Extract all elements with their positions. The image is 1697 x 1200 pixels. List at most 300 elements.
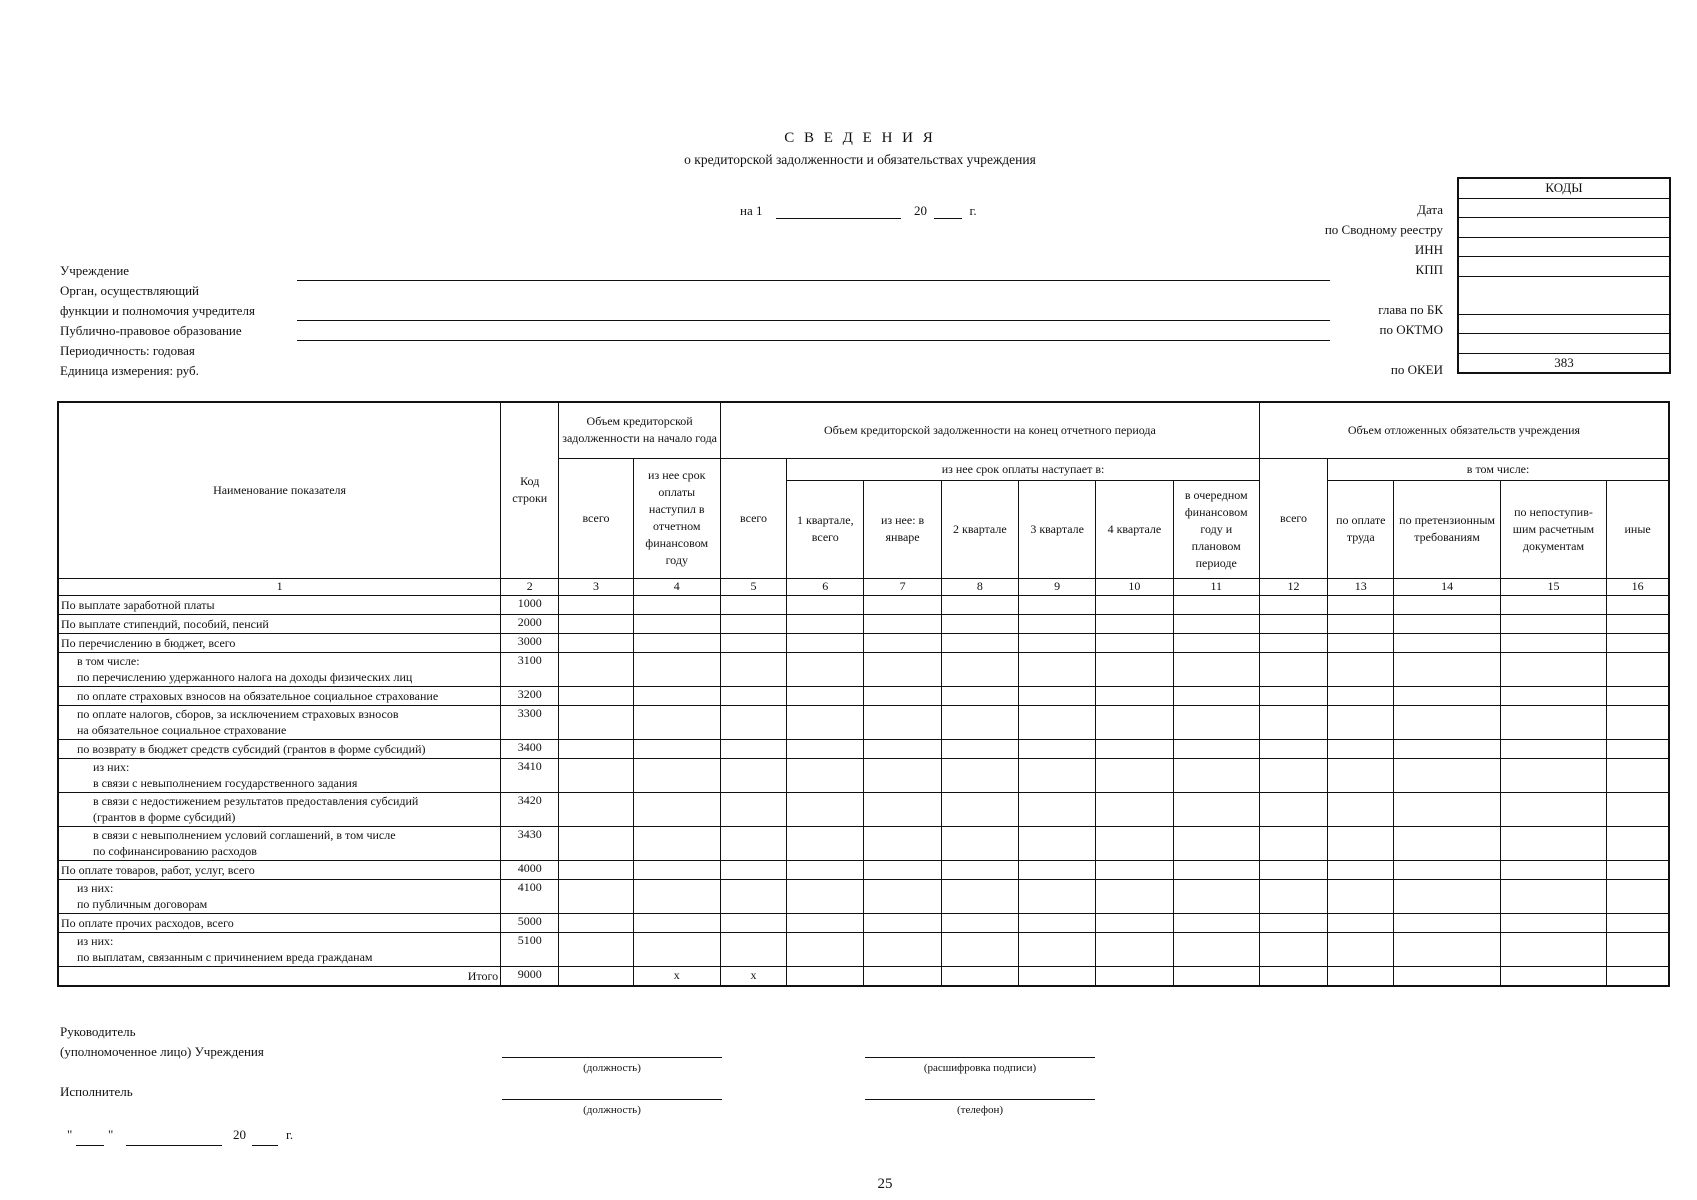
table-cell[interactable] (633, 826, 720, 860)
table-cell[interactable] (559, 758, 633, 792)
table-cell[interactable] (1173, 932, 1259, 966)
table-cell[interactable] (1607, 879, 1669, 913)
table-cell[interactable] (1607, 686, 1669, 705)
table-cell[interactable] (1394, 932, 1500, 966)
table-cell[interactable] (559, 595, 633, 614)
table-cell[interactable] (559, 614, 633, 633)
header-end-total: всего (720, 458, 786, 578)
table-cell[interactable] (1607, 932, 1669, 966)
table-cell[interactable] (1019, 705, 1096, 739)
table-cell[interactable] (1259, 686, 1327, 705)
header-next-year: в очередном финансовом году и плановом периоде (1173, 480, 1259, 578)
table-cell[interactable] (633, 758, 720, 792)
table-cell[interactable] (1500, 879, 1606, 913)
date-day-month-field[interactable] (776, 204, 901, 219)
table-cell[interactable] (864, 686, 941, 705)
table-cell[interactable] (941, 652, 1018, 686)
table-cell[interactable] (1096, 614, 1173, 633)
table-cell[interactable] (633, 932, 720, 966)
col-num: 6 (787, 578, 864, 595)
table-cell[interactable] (1173, 879, 1259, 913)
label-public-entity: Публично-правовое образование (60, 323, 242, 338)
table-cell[interactable] (864, 932, 941, 966)
sign-date-month-field[interactable] (126, 1145, 222, 1146)
table-cell[interactable] (1328, 860, 1394, 879)
table-cell[interactable] (1173, 652, 1259, 686)
codes-title: КОДЫ (1459, 179, 1669, 199)
row-code: 3100 (501, 652, 559, 686)
col-num: 2 (501, 578, 559, 595)
table-cell[interactable] (1328, 633, 1394, 652)
table-cell[interactable] (941, 879, 1018, 913)
table-cell[interactable] (1019, 879, 1096, 913)
table-cell[interactable] (941, 792, 1018, 826)
table-cell[interactable] (1394, 792, 1500, 826)
table-cell[interactable] (1173, 966, 1259, 986)
header-q1: 1 квартале, всего (787, 480, 864, 578)
row-code: 3200 (501, 686, 559, 705)
table-cell[interactable] (787, 966, 864, 986)
table-cell[interactable] (864, 966, 941, 986)
table-cell[interactable] (559, 652, 633, 686)
table-cell[interactable] (1019, 739, 1096, 758)
row-code: 3400 (501, 739, 559, 758)
table-cell[interactable] (1500, 686, 1606, 705)
table-cell[interactable] (1173, 758, 1259, 792)
table-cell[interactable] (787, 686, 864, 705)
table-cell[interactable] (864, 826, 941, 860)
sign-date-day-field[interactable] (76, 1145, 104, 1146)
table-cell[interactable] (633, 860, 720, 879)
table-cell[interactable] (1096, 758, 1173, 792)
code-blank[interactable] (1459, 334, 1669, 354)
table-cell[interactable] (787, 932, 864, 966)
table-cell[interactable] (1096, 633, 1173, 652)
header-begin-overdue: из нее срок оплаты наступил в отчетном финансовом году (633, 458, 720, 578)
table-cell[interactable] (1328, 705, 1394, 739)
row-label-line: на обязательное социальное страхование (77, 723, 287, 737)
table-cell[interactable] (633, 633, 720, 652)
table-row (58, 758, 1669, 792)
table-row (58, 932, 1669, 966)
table-cell[interactable] (864, 705, 941, 739)
row-label-line: в связи с невыполнением условий соглашений, в том числе (93, 828, 396, 842)
table-cell[interactable] (1394, 705, 1500, 739)
institution-field[interactable] (297, 280, 1330, 281)
table-cell[interactable] (787, 758, 864, 792)
label-kpp: КПП (1415, 262, 1443, 277)
table-cell[interactable] (1607, 792, 1669, 826)
table-cell[interactable] (720, 792, 786, 826)
table-cell[interactable] (1607, 705, 1669, 739)
table-cell[interactable] (1500, 595, 1606, 614)
table-cell[interactable] (1096, 739, 1173, 758)
table-cell[interactable] (559, 932, 633, 966)
table-cell[interactable] (1328, 614, 1394, 633)
table-cell[interactable] (1394, 966, 1500, 986)
header-end-period: Объем кредиторской задолженности на конец отчетного периода (720, 402, 1259, 458)
table-cell[interactable] (1328, 686, 1394, 705)
header-deferred-total: всего (1259, 458, 1327, 578)
table-cell[interactable] (720, 633, 786, 652)
table-cell[interactable] (787, 705, 864, 739)
table-cell[interactable] (941, 913, 1018, 932)
table-cell[interactable] (1096, 860, 1173, 879)
table-cell[interactable] (1500, 652, 1606, 686)
table-cell[interactable] (559, 826, 633, 860)
table-cell[interactable] (1500, 966, 1606, 986)
table-cell[interactable] (559, 633, 633, 652)
total-code: 9000 (501, 966, 559, 986)
table-cell[interactable] (1019, 913, 1096, 932)
table-cell[interactable] (633, 879, 720, 913)
table-cell[interactable] (633, 913, 720, 932)
row-label-line: по оплате страховых взносов на обязательное социальное страхование (77, 688, 439, 703)
table-cell[interactable] (1607, 966, 1669, 986)
table-cell[interactable] (1394, 739, 1500, 758)
codes-labels (1325, 200, 1443, 380)
table-cell[interactable] (633, 739, 720, 758)
table-cell[interactable] (941, 705, 1018, 739)
table-cell[interactable] (1500, 633, 1606, 652)
table-cell[interactable] (1500, 758, 1606, 792)
table-cell[interactable] (1173, 739, 1259, 758)
table-cell[interactable] (1328, 932, 1394, 966)
table-cell[interactable] (1019, 758, 1096, 792)
table-cell[interactable] (1173, 860, 1259, 879)
table-cell[interactable] (1500, 860, 1606, 879)
table-cell[interactable] (864, 758, 941, 792)
table-cell[interactable] (1019, 966, 1096, 986)
table-cell[interactable] (1096, 913, 1173, 932)
table-cell[interactable] (1173, 913, 1259, 932)
table-cell[interactable] (1394, 826, 1500, 860)
row-label (58, 633, 501, 652)
table-cell[interactable] (720, 739, 786, 758)
table-cell[interactable] (1173, 595, 1259, 614)
table-cell[interactable] (559, 705, 633, 739)
table-cell[interactable] (1173, 614, 1259, 633)
table-cell[interactable] (1173, 792, 1259, 826)
date-year-field[interactable] (934, 204, 962, 219)
table-cell[interactable] (720, 614, 786, 633)
table-cell[interactable] (1096, 686, 1173, 705)
table-cell[interactable] (941, 932, 1018, 966)
table-row (58, 879, 1669, 913)
table-cell[interactable] (941, 739, 1018, 758)
table-cell[interactable] (1500, 739, 1606, 758)
table-cell[interactable] (1500, 705, 1606, 739)
table-cell[interactable] (720, 826, 786, 860)
table-cell[interactable] (1607, 595, 1669, 614)
table-cell[interactable] (1259, 595, 1327, 614)
table-cell[interactable] (1328, 652, 1394, 686)
col-num: 15 (1500, 578, 1606, 595)
table-cell[interactable] (1259, 705, 1327, 739)
table-cell[interactable] (1607, 739, 1669, 758)
table-cell[interactable] (787, 614, 864, 633)
table-cell[interactable] (720, 686, 786, 705)
table-cell[interactable] (720, 652, 786, 686)
table-cell[interactable] (864, 792, 941, 826)
table-cell[interactable] (787, 879, 864, 913)
table-cell[interactable] (1019, 633, 1096, 652)
table-cell[interactable] (633, 595, 720, 614)
table-cell[interactable] (1259, 860, 1327, 879)
table-cell[interactable] (633, 792, 720, 826)
label-unit: Единица измерения: руб. (60, 363, 199, 378)
table-cell[interactable] (1259, 826, 1327, 860)
table-cell[interactable] (1259, 792, 1327, 826)
table-cell[interactable] (864, 913, 941, 932)
header-deferred-incl: в том числе: (1328, 458, 1669, 480)
table-cell[interactable] (633, 686, 720, 705)
table-cell[interactable] (1394, 595, 1500, 614)
table-cell[interactable] (1259, 932, 1327, 966)
row-label (58, 879, 501, 913)
code-bk[interactable] (1459, 277, 1669, 315)
table-cell[interactable] (1019, 652, 1096, 686)
table-cell[interactable] (1259, 879, 1327, 913)
table-cell[interactable] (1500, 826, 1606, 860)
head-label-2: (уполномоченное лицо) Учреждения (60, 1044, 264, 1059)
code-inn[interactable] (1459, 238, 1669, 258)
document-subtitle: о кредиторской задолженности и обязательствах учреждения (684, 152, 1036, 167)
table-cell[interactable] (864, 860, 941, 879)
table-cell[interactable] (941, 758, 1018, 792)
table-cell[interactable] (1096, 792, 1173, 826)
table-cell[interactable] (1328, 758, 1394, 792)
table-cell[interactable] (633, 705, 720, 739)
table-cell[interactable] (1019, 595, 1096, 614)
row-label (58, 652, 501, 686)
table-cell[interactable] (559, 686, 633, 705)
table-row (58, 686, 1669, 705)
table-cell[interactable] (1259, 633, 1327, 652)
table-cell[interactable] (1394, 686, 1500, 705)
executor-phone-field[interactable] (865, 1099, 1095, 1100)
table-cell[interactable] (1259, 652, 1327, 686)
codes-box (1457, 177, 1671, 374)
total-label: Итого (58, 966, 501, 986)
col-num: 8 (941, 578, 1018, 595)
date-prefix: на 1 (740, 203, 763, 218)
table-cell[interactable] (1173, 633, 1259, 652)
table-cell[interactable] (1019, 860, 1096, 879)
row-label-line: по возврату в бюджет средств субсидий (грантов в форме субсидий) (77, 741, 426, 756)
code-oktmo[interactable] (1459, 315, 1669, 335)
table-cell[interactable] (1096, 595, 1173, 614)
row-label-line: по оплате налогов, сборов, за исключением страховых взносов (77, 707, 399, 721)
table-cell[interactable] (864, 879, 941, 913)
table-cell[interactable] (1394, 913, 1500, 932)
table-cell[interactable] (720, 932, 786, 966)
table-cell[interactable] (1259, 966, 1327, 986)
table-cell[interactable] (559, 860, 633, 879)
row-label-line: (грантов в форме субсидий) (93, 810, 236, 824)
header-begin-year: Объем кредиторской задолженности на начало года (559, 402, 721, 458)
table-cell[interactable] (1328, 913, 1394, 932)
table-cell[interactable] (787, 739, 864, 758)
row-label (58, 826, 501, 860)
table-cell[interactable] (1019, 686, 1096, 705)
table-cell[interactable] (1394, 860, 1500, 879)
table-cell[interactable] (787, 792, 864, 826)
head-decode-caption: (расшифровка подписи) (923, 1062, 1037, 1074)
table-cell[interactable] (941, 595, 1018, 614)
table-cell[interactable] (1173, 705, 1259, 739)
total-row (58, 966, 1669, 986)
head-decode-field[interactable] (865, 1057, 1095, 1058)
table-cell[interactable] (1500, 614, 1606, 633)
header-january: из нее: в январе (864, 480, 941, 578)
table-cell[interactable] (720, 705, 786, 739)
col-num: 1 (58, 578, 501, 595)
table-cell[interactable] (1019, 792, 1096, 826)
table-cell[interactable] (1096, 652, 1173, 686)
table-cell[interactable] (720, 879, 786, 913)
table-row (58, 826, 1669, 860)
table-cell[interactable] (559, 913, 633, 932)
table-cell[interactable] (1328, 595, 1394, 614)
code-kpp[interactable] (1459, 257, 1669, 277)
table-cell[interactable] (941, 826, 1018, 860)
table-cell[interactable] (1607, 913, 1669, 932)
table-cell[interactable] (864, 652, 941, 686)
head-position-field[interactable] (502, 1057, 722, 1058)
table-cell[interactable] (941, 614, 1018, 633)
table-cell[interactable] (1259, 614, 1327, 633)
table-cell[interactable] (787, 633, 864, 652)
table-cell[interactable] (787, 652, 864, 686)
header-other: иные (1607, 480, 1669, 578)
table-cell[interactable] (787, 826, 864, 860)
table-cell[interactable] (1019, 826, 1096, 860)
label-organ-1: Орган, осуществляющий (60, 283, 199, 298)
sign-date-year-field[interactable] (252, 1145, 278, 1146)
table-cell[interactable] (941, 633, 1018, 652)
table-cell[interactable] (1607, 652, 1669, 686)
table-cell[interactable] (1607, 614, 1669, 633)
table-cell[interactable] (559, 879, 633, 913)
organ-field[interactable] (297, 320, 1330, 321)
table-cell[interactable] (1096, 826, 1173, 860)
table-cell[interactable] (1019, 932, 1096, 966)
table-cell[interactable] (559, 966, 633, 986)
table-cell[interactable] (1500, 932, 1606, 966)
sign-date-year-prefix: 20 (233, 1127, 246, 1142)
row-label-line: По оплате прочих расходов, всего (61, 915, 234, 930)
row-label-line: по публичным договорам (77, 897, 208, 911)
table-cell[interactable] (720, 860, 786, 879)
table-cell[interactable] (1096, 705, 1173, 739)
table-cell[interactable] (1607, 860, 1669, 879)
table-cell[interactable] (1394, 879, 1500, 913)
table-cell[interactable] (1259, 913, 1327, 932)
table-cell[interactable] (720, 913, 786, 932)
table-cell[interactable] (787, 595, 864, 614)
table-cell[interactable] (1607, 633, 1669, 652)
public-entity-field[interactable] (297, 340, 1330, 341)
table-cell[interactable] (1328, 879, 1394, 913)
document-title: С В Е Д Е Н И Я (784, 130, 936, 146)
code-registry[interactable] (1459, 218, 1669, 238)
table-row (58, 614, 1669, 633)
row-label-line: из них: (93, 760, 130, 774)
table-cell[interactable] (1500, 913, 1606, 932)
row-label-line: по перечислению удержанного налога на доходы физических лиц (77, 670, 413, 684)
col-num: 13 (1328, 578, 1394, 595)
table-cell[interactable] (1394, 652, 1500, 686)
head-position-caption: (должность) (583, 1062, 641, 1074)
date-suffix: г. (969, 203, 977, 218)
table-cell[interactable] (1394, 614, 1500, 633)
table-cell[interactable] (559, 739, 633, 758)
code-date[interactable] (1459, 199, 1669, 219)
table-cell[interactable] (720, 758, 786, 792)
row-code: 3410 (501, 758, 559, 792)
table-cell[interactable] (864, 595, 941, 614)
label-oktmo: по ОКТМО (1379, 322, 1443, 337)
table-cell[interactable] (1019, 614, 1096, 633)
row-label (58, 860, 501, 879)
table-cell[interactable] (1500, 792, 1606, 826)
table-cell[interactable] (941, 686, 1018, 705)
col-num: 16 (1607, 578, 1669, 595)
table-cell[interactable] (864, 614, 941, 633)
table-cell[interactable] (941, 966, 1018, 986)
table-cell[interactable] (787, 860, 864, 879)
col-num: 14 (1394, 578, 1500, 595)
table-cell[interactable] (1394, 633, 1500, 652)
table-cell[interactable] (1328, 826, 1394, 860)
row-code: 3000 (501, 633, 559, 652)
table-cell[interactable] (1328, 792, 1394, 826)
table-cell[interactable] (1607, 826, 1669, 860)
table-cell[interactable] (1394, 758, 1500, 792)
table-cell[interactable] (559, 792, 633, 826)
table-cell[interactable] (1328, 966, 1394, 986)
table-cell[interactable] (1096, 932, 1173, 966)
table-cell[interactable] (1259, 739, 1327, 758)
column-numbers-row (58, 578, 1669, 595)
table-cell[interactable] (941, 860, 1018, 879)
row-label (58, 614, 501, 633)
table-cell[interactable] (1096, 879, 1173, 913)
table-row (58, 595, 1669, 614)
executor-position-field[interactable] (502, 1099, 722, 1100)
row-label-line: По перечислению в бюджет, всего (61, 635, 236, 650)
header-code: Код строки (501, 402, 559, 578)
row-code: 4000 (501, 860, 559, 879)
row-code: 3420 (501, 792, 559, 826)
table-cell[interactable] (864, 739, 941, 758)
table-cell[interactable] (787, 913, 864, 932)
table-cell[interactable] (1096, 966, 1173, 986)
header-q3: 3 квартале (1019, 480, 1096, 578)
table-cell[interactable] (1607, 758, 1669, 792)
table-cell[interactable] (1173, 686, 1259, 705)
table-cell[interactable] (1173, 826, 1259, 860)
table-cell[interactable] (720, 595, 786, 614)
table-cell[interactable] (864, 633, 941, 652)
table-cell[interactable] (633, 614, 720, 633)
header-payment-due: из нее срок оплаты наступает в: (787, 458, 1260, 480)
total-x-mark: х (633, 966, 720, 986)
table-cell[interactable] (633, 652, 720, 686)
table-cell[interactable] (1328, 739, 1394, 758)
table-cell[interactable] (1259, 758, 1327, 792)
